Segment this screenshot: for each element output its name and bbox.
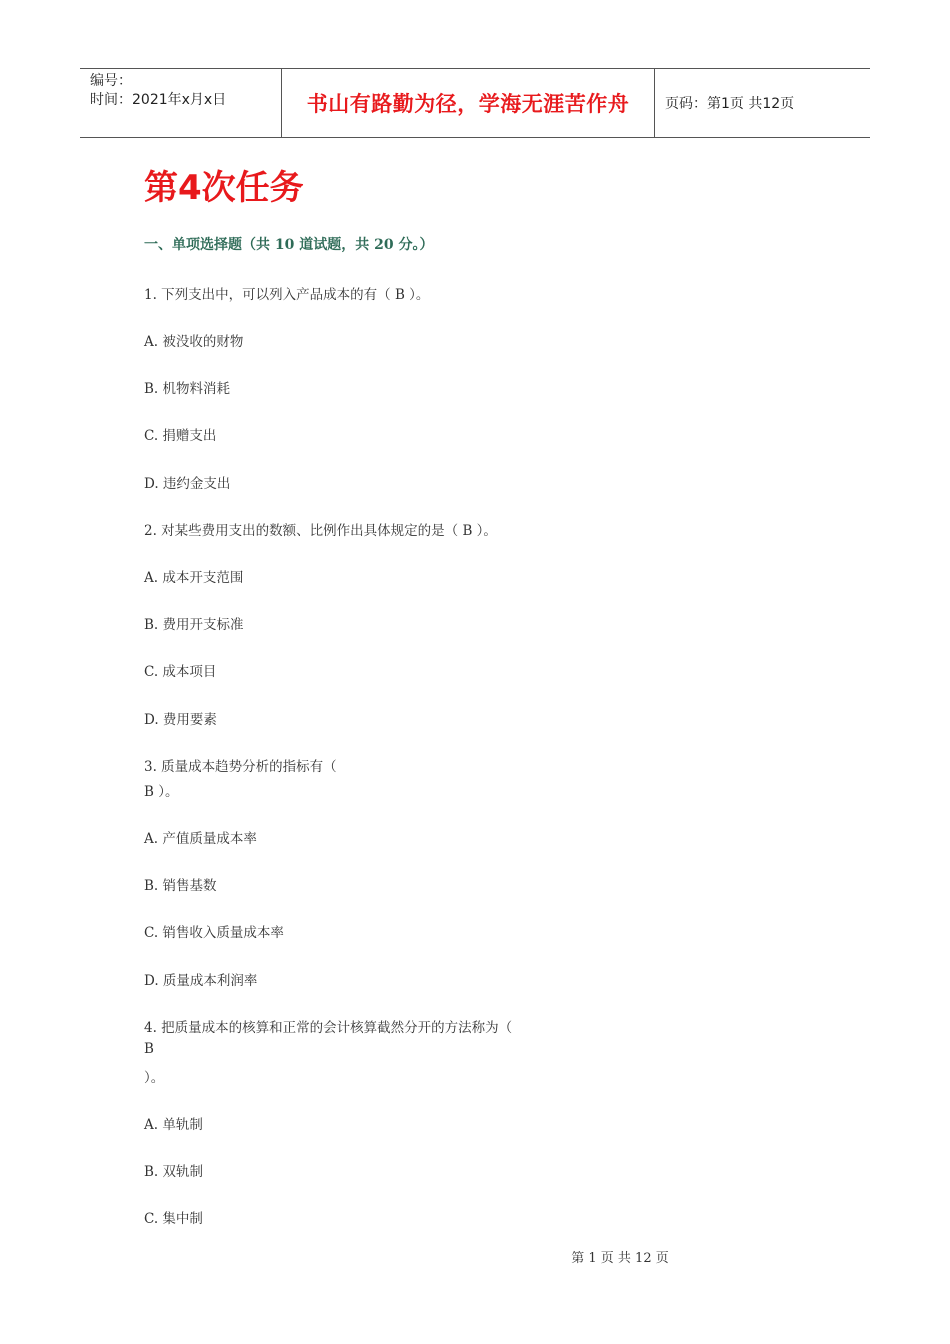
q3-option-a: A. 产值质量成本率 [144, 831, 257, 847]
q1-option-b: B. 机物料消耗 [144, 381, 231, 397]
document-header [80, 68, 870, 138]
q3-option-d: D. 质量成本利润率 [144, 973, 258, 989]
question-4-end: ）。 [144, 1070, 165, 1086]
question-1: 1. 下列支出中，可以列入产品成本的有（ B ）。 [144, 287, 430, 303]
q1-option-a: A. 被没收的财物 [144, 334, 244, 350]
q1-option-d: D. 违约金支出 [144, 476, 231, 492]
q4-option-c: C. 集中制 [144, 1211, 203, 1227]
q3-option-c: C. 销售收入质量成本率 [144, 925, 284, 941]
time-label: 时间：2021年x月x日 [90, 92, 227, 108]
q4-option-a: A. 单轨制 [144, 1117, 203, 1133]
number-label: 编号： [90, 73, 132, 89]
question-4: 4. 把质量成本的核算和正常的会计核算截然分开的方法称为（ [144, 1020, 513, 1036]
q4-option-b: B. 双轨制 [144, 1164, 204, 1180]
page-title: 第4次任务 [144, 168, 304, 208]
question-4-answer: B [144, 1041, 154, 1057]
q2-option-d: D. 费用要素 [144, 712, 217, 728]
header-motto: 书山有路勤为径，学海无涯苦作舟 [281, 69, 655, 137]
header-meta [80, 69, 281, 137]
question-2: 2. 对某些费用支出的数额、比例作出具体规定的是（ B ）。 [144, 523, 497, 539]
section-heading: 一、单项选择题（共 10 道试题，共 20 分。） [144, 237, 434, 253]
header-page-info: 页码：第1页 共12页 [665, 96, 795, 112]
question-3: 3. 质量成本趋势分析的指标有（ [144, 759, 337, 775]
q2-option-b: B. 费用开支标准 [144, 617, 244, 633]
q1-option-c: C. 捐赠支出 [144, 428, 217, 444]
q3-option-b: B. 销售基数 [144, 878, 217, 894]
q2-option-a: A. 成本开支范围 [144, 570, 244, 586]
q2-option-c: C. 成本项目 [144, 664, 217, 680]
question-3-answer: B ）。 [144, 784, 179, 800]
footer-page-number: 第 1 页 共 12 页 [571, 1251, 669, 1266]
page-footer [0, 1247, 950, 1266]
